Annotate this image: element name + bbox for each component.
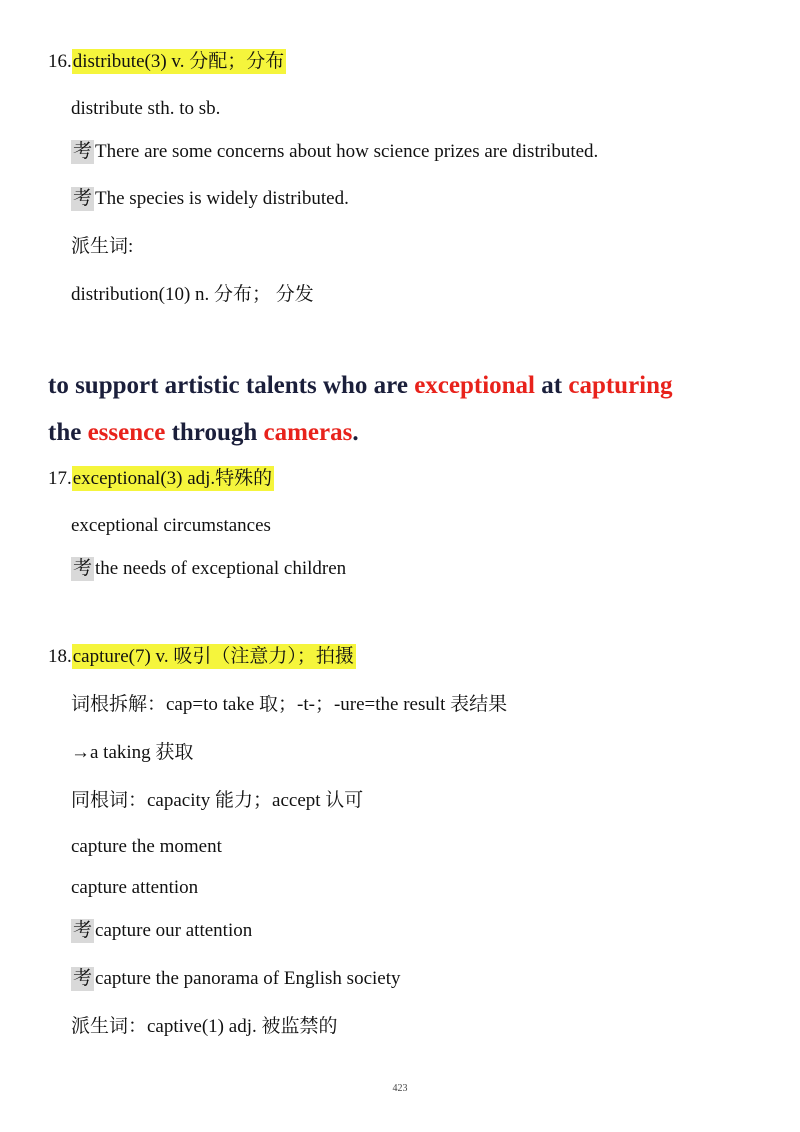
derived-word: 派生词：captive(1) adj. 被监禁的 xyxy=(71,1016,338,1037)
root-breakdown: 词根拆解：cap=to take 取；-t-；-ure=the result 表结果 xyxy=(71,694,508,715)
sentence-fragment: through xyxy=(165,419,264,446)
collocation: exceptional circumstances xyxy=(71,515,271,536)
sentence-fragment: at xyxy=(535,372,569,399)
page-number: 423 xyxy=(392,1083,408,1094)
entry-number: 18. xyxy=(48,646,72,667)
sentence-fragment: . xyxy=(352,419,359,446)
entry-number: 17. xyxy=(48,468,72,489)
cognate-words: 同根词：capacity 能力；accept 认可 xyxy=(71,790,364,811)
example-text: The species is widely distributed. xyxy=(95,188,349,209)
exam-mark-badge: 考 xyxy=(73,558,93,579)
root-meaning: →a taking 获取 xyxy=(71,742,194,763)
derived-word: distribution(10) n. 分布； 分发 xyxy=(71,284,314,305)
headword-highlight: exceptional(3) adj.特殊的 xyxy=(72,468,273,489)
entry-number: 16. xyxy=(48,51,72,72)
sentence-fragment: to support artistic talents who are xyxy=(48,372,415,399)
exam-example xyxy=(71,187,349,211)
entry-17-heading xyxy=(48,467,274,491)
sentence-keyword: essence xyxy=(87,419,166,446)
exam-mark-badge: 考 xyxy=(73,920,93,941)
derived-label: 派生词: xyxy=(71,236,134,257)
headword-highlight: distribute(3) v. 分配；分布 xyxy=(72,51,285,72)
headword-highlight: capture(7) v. 吸引（注意力）；拍摄 xyxy=(72,646,354,667)
entry-16-heading xyxy=(48,50,286,74)
sentence-keyword: exceptional xyxy=(414,372,536,399)
exam-example xyxy=(71,557,346,581)
collocation: distribute sth. to sb. xyxy=(71,98,221,119)
source-sentence-line-1 xyxy=(48,371,673,401)
exam-example xyxy=(71,967,401,991)
example-text: the needs of exceptional children xyxy=(95,558,347,579)
example-text: capture the panorama of English society xyxy=(95,968,401,989)
exam-example xyxy=(71,919,252,943)
exam-mark-badge: 考 xyxy=(73,968,93,989)
collocation: capture the moment xyxy=(71,836,222,857)
exam-mark-badge: 考 xyxy=(73,141,93,162)
example-text: There are some concerns about how science prizes are distributed. xyxy=(95,141,599,162)
source-sentence-line-2 xyxy=(48,418,359,448)
sentence-fragment: the xyxy=(48,419,88,446)
exam-example xyxy=(71,140,598,164)
collocation: capture attention xyxy=(71,877,199,898)
exam-mark-badge: 考 xyxy=(73,188,93,209)
entry-18-heading xyxy=(48,645,356,669)
sentence-keyword: capturing xyxy=(568,372,673,399)
example-text: capture our attention xyxy=(95,920,253,941)
sentence-keyword: cameras xyxy=(263,419,353,446)
